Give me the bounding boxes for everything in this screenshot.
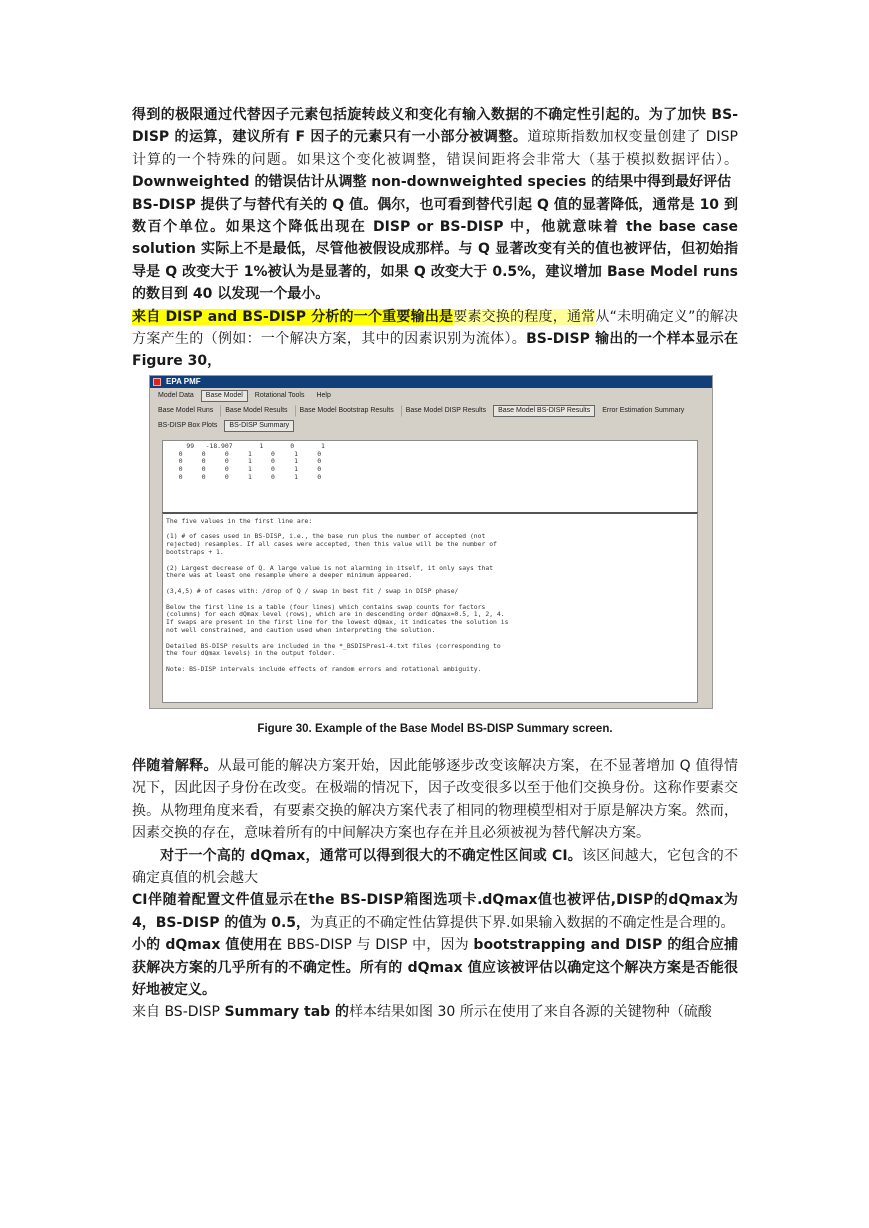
para6-normal: 为真正的不确定性估算提供下界.如果输入数据的不确定性是合理的。 [310,914,735,931]
base-model-tabs [150,404,712,417]
para4-normal: 从最可能的解决方案开始，因此能够逐步改变该解决方案，在不显著增加 Q 值得情况下，因此因子身份在改变。在极端的情况下，因子改变很多以至于他们交换身份。这称作要素交换。从物理角度来看，有要素交换的解决方案代表了相同的物理模型相对于原是解决方案。然而，因素交换的存在，意味着所有的中间解决方案也存在并且必须被视为替代解决方案。 [132,757,739,842]
tab-base-model-bootstrap-results[interactable]: Base Model Bootstrap Results [295,405,399,417]
para3-bold: BS-DISP 输出的一个样本显示在 Figure 30， [132,331,738,370]
para6-bold: CI伴随着配置文件值显示在the BS-DISP箱图选项卡.dQmax值也被评估,DISP的dQmax为 4，BS-DISP 的值为 0.5， [132,892,738,931]
paragraph-3 [132,306,738,373]
tab-base-model-disp-results[interactable]: Base Model DISP Results [401,405,491,417]
para8-normal-a: 来自 BS-DISP [132,1004,225,1021]
para1-bold-a: 得到的极限通过代替因子元素包括旋转歧义和变化有输入数据的不确定性引起的。为了加快 BS-DISP 的运算，建议所有 F 因子的元素只有一小部分被调整。 [132,107,738,146]
para7-bold-b: bootstrapping and DISP 的组合应捕获解决方案的几乎所有的不确定性。所有的 dQmax 值应该被评估以确定这个解决方案是否能很好地被定义。 [132,937,738,998]
bs-disp-subtabs [150,419,712,432]
para5-bold: 对于一个高的 dQmax，通常可以得到很大的不确定性区间或 CI。 [160,847,582,864]
paragraph-1 [132,104,738,194]
para8-normal-b: 样本结果如图 30 所示在使用了来自各源的关键物种（硫酸 [349,1004,712,1021]
para5-normal: 该区间越大，它包含的不确定真值的机会越大 [132,847,739,886]
window-titlebar [150,376,712,388]
para1-normal: 道琼斯指数加权变量创建了 DISP 计算的一个特殊的问题。如果这个变化被调整，错误间距将会非常大（基于模拟数据评估）。 [132,129,738,168]
para1-bold-b: Downweighted 的错误估计从调整 non-downweighted species 的结果中得到最好评估 [132,174,732,191]
tab-bs-disp-summary[interactable]: BS-DISP Summary [224,420,294,432]
app-icon [153,378,161,386]
paragraph-2: BS-DISP 提供了与替代有关的 Q 值。偶尔，也可看到替代引起 Q 值的显著降低，通常是 10 到数百个单位。如果这个降低出现在 DISP or BS-DISP 中，他就意味着 the base case solution 实际上不是最低，尽管他被假设成那样。与 Q 显著改变有关的值也被评估，但初始指导是 Q 改变大于 1%被认为是显著的，如果 Q 改变大于 0.5%，建议增加 Base Model runs 的数目到 40 以发现一个最小。 [132,196,738,303]
figure-30-screenshot [149,375,713,709]
paragraph-4 [132,755,738,845]
para3-highlight: 要素交换的程度，通常 [453,308,596,325]
notes-text: The five values in the first line are: (1) # of cases used in BS-DISP, i.e., the base run plus the number of accepted (not rejected) resamples. If all cases were accepted, then this value will be the number of bootstraps + 1. (2) Largest decrease of Q. A large value is not alarming in itself, it only says that there was at least one resample where a deeper minimum appeared. (3,4,5) # of cases with: /drop of Q / swap in best fit / swap in DISP phase/ Below the first line is a table (four lines) which contains swap counts for factors (columns) for each dQmax level (rows), which are in descending order dQmax=0.5, 1, 2, 4. If swaps are present in the first line for the lowest dQmax, it indicates the solution is not well constrained, and caution used when interpreting the solution. Detailed BS-DISP results are included in the *_BSDISPres1-4.txt files (corresponding to the four dQmax levels) in the output folder. Note: BS-DISP intervals include effects of random errors and rotational ambiguity. [166,516,509,674]
paragraph-6 [132,889,738,934]
para3-normal: 从“未明确定义”的解决方案产生的（例如：一个解决方案，其中的因素识别为流体）。 [132,308,739,348]
paragraph-7 [132,934,738,1001]
menu-rotational-tools[interactable]: Rotational Tools [254,391,305,399]
menu-base-model[interactable]: Base Model [201,390,248,402]
summary-table-text: 99 -18.907 1 0 1 0 0 0 1 0 1 0 0 0 0 1 0 1 0 0 0 0 1 0 1 0 0 0 0 1 0 1 0 [178,441,325,482]
para7-bold-a: 小的 dQmax 值使用在 [132,937,283,954]
figure-caption: Figure 30. Example of the Base Model BS-DISP Summary screen. [257,722,613,735]
para8-bold: Summary tab 的 [224,1004,350,1021]
para3-highlight-bold: 来自 DISP and BS-DISP 分析的一个重要输出是 [132,308,454,325]
menu-bar [150,389,712,402]
tab-base-model-bs-disp-results[interactable]: Base Model BS-DISP Results [493,405,595,417]
tab-base-model-runs[interactable]: Base Model Runs [158,406,214,414]
para4-bold: 伴随着解释。 [132,757,218,774]
bs-disp-notes [162,512,698,703]
paragraph-8 [132,1001,738,1023]
para7-normal: BBS-DISP 与 DISP 中，因为 [282,937,474,954]
bs-disp-summary-table [162,440,698,514]
paragraph-5 [132,845,738,890]
tab-base-model-results[interactable]: Base Model Results [220,405,292,417]
tab-error-estimation-summary[interactable]: Error Estimation Summary [602,406,685,414]
document-page [132,104,738,1024]
menu-model-data[interactable]: Model Data [158,391,194,399]
tab-bs-disp-box-plots[interactable]: BS-DISP Box Plots [158,421,218,429]
menu-help[interactable]: Help [316,391,331,399]
window-title: EPA PMF [166,376,201,386]
